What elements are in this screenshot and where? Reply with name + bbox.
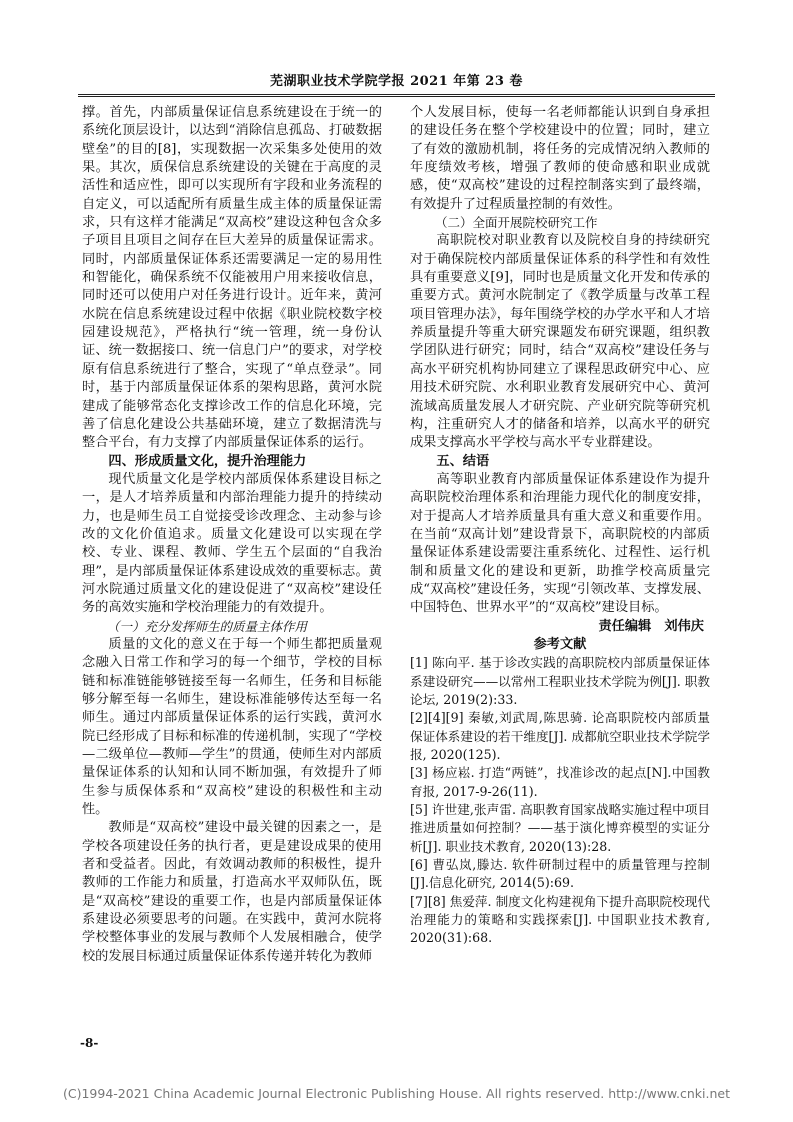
right-column: [410, 104, 710, 948]
subsection-heading: （二）全面开展院校研究工作: [435, 215, 598, 231]
section-heading: 四、形成质量文化，提升治理能力: [108, 453, 307, 469]
paragraph: 高职院校对职业教育以及院校自身的持续研究对于确保院校内部质量保证体系的科学性和有效性具有重要意义[9]，同时也是质量文化开发和传承的重要方式。黄河水院制定了《教学质量与改革工程项目管理办法》，每年围绕学校的办学水平和人才培养质量提升等重大研究课题发布研究课题，组织教学团队进行研究；同时，结合“双高校”建设任务与高水平研究机构协同建立了课程思政研究中心、应用技术研究院、水利职业教育发展研究中心、黄河流域高质量发展人才研究院、产业研究院等研究机构，注重研究人才的储备和培养，以高水平的研究成果支撑高水平学校与高水平专业群建设。: [410, 233, 710, 451]
left-column: [82, 104, 382, 966]
paragraph: 撑。首先，内部质量保证信息系统建设在于统一的系统化顶层设计，以达到“消除信息孤岛、打破数据壁垒”的目的[8]，实现数据一次采集多处使用的效果。其次，质保信息系统建设的关键在于高度的灵活性和适应性，即可以实现所有字段和业务流程的自定义，可以适配所有质量生成主体的质量保证需求，只有这样才能满足“双高校”建设这种包含众多子项目且项目之间存在巨大差异的质量保证需求。同时，内部质量保证体系还需要满足一定的易用性和智能化，确保系统不仅能被用户用来接收信息，同时还可以使用户对任务进行设计。近年来，黄河水院在信息系统建设过程中依据《职业院校数字校园建设规范》，严格执行“统一管理，统一身份认证、统一数据接口、统一信息门户”的要求，对学校原有信息系统进行了整合，实现了“单点登录”。同时，基于内部质量保证体系的架构思路，黄河水院建成了能够常态化支撑诊改工作的信息化环境，完善了信息化建设公共基础环境，建立了数据清洗与整合平台，有力支撑了内部质量保证体系的运行。: [82, 105, 382, 451]
paragraph: 质量的文化的意义在于每一个师生都把质量观念融入日常工作和学习的每一个细节，学校的目标链和标准链能够链接至每一名师生，任务和目标能够分解至每一名师生，建设标准能够传达至每一名师生。通过内部质量保证体系的运行实践，黄河水院已经形成了目标和标准的传递机制，实现了“学校—二级单位—教师—学生”的贯通，使师生对内部质量保证体系的认知和认同不断加强，有效提升了师生参与质保体系和“双高校”建设的积极性和主动性。: [82, 636, 382, 818]
reference-item: [6] 曹弘岚,滕达. 软件研制过程中的质量管理与控制[J].信息化研究, 2014(5):69.: [410, 857, 710, 891]
reference-item: [2][4][9] 秦敏,刘武周,陈思骑. 论高职院校内部质量保证体系建设的若干维度[J]. 成都航空职业技术学院学报, 2020(125).: [410, 710, 710, 763]
reference-item: [5] 许世建,张声雷. 高职教育国家战略实施过程中项目推进质量如何控制？——基于演化博弈模型的实证分析[J]. 职业技术教育, 2020(13):28.: [410, 802, 710, 854]
subsection-heading: （一）充分发挥师生的质量主体作用: [107, 618, 308, 634]
section-heading: 五、结语: [436, 453, 490, 469]
paragraph: 高等职业教育内部质量保证体系建设作为提升高职院校治理体系和治理能力现代化的制度安排，对于提高人才培养质量具有重大意义和重要作用。在当前“双高计划”建设背景下，高职院校的内部质量保证体系建设需要注重系统化、过程性、运行机制和质量文化的建设和更新，助推学校高质量完成“双高校”建设任务，实现“引领改革、支撑发展、中国特色、世界水平”的“双高校”建设目标。: [410, 471, 710, 616]
reference-item: [3] 杨应崧. 打造“两链”，找准诊改的起点[N].中国教育报, 2017-9-26(11).: [410, 765, 710, 799]
reference-item: [7][8] 焦爱萍. 制度文化构建视角下提升高职院校现代治理能力的策略和实践探索[J]. 中国职业技术教育, 2020(31):68.: [410, 893, 710, 946]
paragraph: 教师是“双高校”建设中最关键的因素之一，是学校各项建设任务的执行者，更是建设成果的使用者和受益者。因此，有效调动教师的积极性，提升教师的工作能力和质量，打造高水平双师队伍，既是“双高校”建设的重要工作，也是内部质量保证体系建设必须要思考的问题。在实践中，黄河水院将学校整体事业的发展与教师个人发展相融合，使学校的发展目标通过质量保证体系传递并转化为教师: [82, 820, 382, 964]
header-rule-thin: [78, 96, 715, 97]
references-heading: 参考文献: [533, 636, 587, 652]
responsible-editor: 责任编辑 刘伟庆: [598, 618, 704, 634]
header-rule: [78, 94, 715, 95]
copyright-footer: (C)1994-2021 China Academic Journal Electronic Publishing House. All rights reserved. http://www.cnki.net: [63, 1086, 730, 1101]
running-header: 芜湖职业技术学院学报 2021 年第 23 卷: [270, 74, 523, 89]
page-number: -8-: [80, 1036, 99, 1050]
reference-item: [1] 陈向平. 基于诊改实践的高职院校内部质量保证体系建设研究——以常州工程职业技术学院为例[J]. 职教论坛, 2019(2):33.: [410, 655, 710, 707]
paragraph: 个人发展目标，使每一名老师都能认识到自身承担的建设任务在整个学校建设中的位置；同时，建立了有效的激励机制，将任务的完成情况纳入教师的年度绩效考核，增强了教师的使命感和职业成就感，使“双高校”建设的过程控制落实到了最终端，有效提升了过程质量控制的有效性。: [410, 105, 710, 212]
paragraph: 现代质量文化是学校内部质保体系建设目标之一，是人才培养质量和内部治理能力提升的持续动力，也是师生员工自觉接受诊改理念、主动参与诊改的文化价值追求。质量文化建设可以实现在学校、专业、课程、教师、学生五个层面的“自我治理”，是内部质量保证体系建设成效的重要标志。黄河水院通过质量文化的建设促进了“双高校”建设任务的高效实施和学校治理能力的有效提升。: [82, 471, 382, 616]
